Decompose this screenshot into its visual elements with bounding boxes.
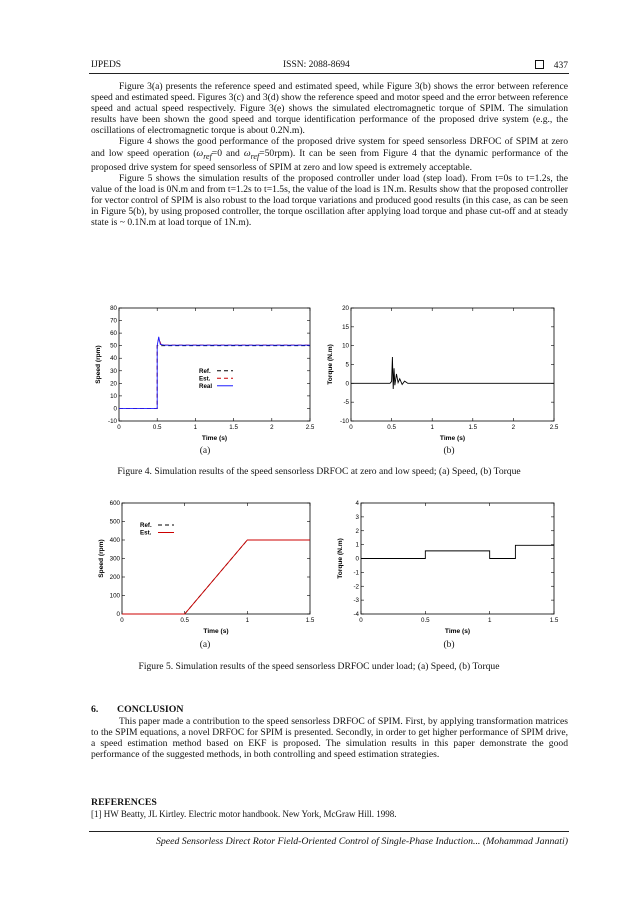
plot-frame	[122, 503, 310, 614]
figure-5-caption: Figure 5. Simulation results of the speed sensorless DRFOC under load; (a) Speed, (b) Torque	[138, 661, 500, 672]
figure-4a-speed-chart	[82, 304, 315, 442]
y-tick-label: 20	[110, 380, 117, 388]
legend-label: Est.	[199, 375, 211, 383]
figure-4b-torque-chart	[326, 304, 559, 442]
body-text	[91, 81, 568, 228]
y-axis-label: Torque (N.m)	[327, 344, 334, 385]
y-axis-label: Torque (N.m)	[337, 538, 344, 579]
conclusion-text: This paper made a contribution to the speed sensorless DRFOC of SPIM. First, by applying transformation matrices to the SPIM equations, a novel DRFOC for SPIM is presented. Secondly, in order to get higher performance of SPIM drive, a speed estimation method based on EKF is proposed. The simulation results in this paper demonstrate the good performance of the suggested methods, in both controlling and speed estimation strategies.	[91, 716, 568, 761]
x-tick-label: 2	[511, 424, 516, 431]
y-tick-label: 0	[116, 611, 120, 618]
issn: ISSN: 2088-8694	[283, 60, 350, 70]
paragraph-fig3: Figure 3(a) presents the reference speed and estimated speed, while Figure 3(b) shows the error between reference speed and estimated speed. Figures 3(c) and 3(d) show the reference speed and motor speed and the error between reference speed and actual speed respectively. Figure 3(e) shows the simulated electromagnetic torque of SPIM. The simulation results have been shown the good speed and torque identification performance of the proposed drive system (e.g., the oscillations of electromagnetic torque is about 0.2N.m).	[91, 81, 568, 137]
plot-frame	[119, 308, 310, 421]
reference-item: [1] HW Beatty, JL Kirtley. Electric motor handbook. New York, McGraw Hill. 1998.	[91, 809, 397, 819]
footer-rule	[89, 831, 569, 832]
y-tick-label: 10	[110, 392, 117, 400]
paragraph-fig5: Figure 5 shows the simulation results of the proposed controller under load (step load). From t=0s to t=1.2s, the value of the load is 0N.m and from t=1.2s to t=1.5s, the value of the load is 1N.m. Results show that the proposed controller for vector control of SPIM is also robust to the load torque variations and produced good results (in this case, as can be seen in Figure 5(b), by using proposed controller, the torque oscillation after applying load torque and phase cut-off and at steady state is ~ 0.1N.m at load torque of 1N.m).	[91, 172, 568, 229]
figure-5b-label: (b)	[443, 640, 455, 650]
references-heading: REFERENCES	[91, 797, 157, 808]
y-tick-label: 30	[110, 367, 117, 375]
y-tick-label: 80	[110, 305, 117, 312]
y-tick-label: 500	[109, 518, 120, 526]
y-tick-label: 10	[342, 342, 349, 350]
x-tick-label: 0	[359, 617, 363, 624]
x-axis-label: Time (s)	[201, 435, 228, 442]
legend-label: Ref.	[140, 522, 152, 529]
x-tick-label: 2.5	[305, 424, 315, 431]
y-axis-label: Speed (rpm)	[98, 539, 105, 578]
section-heading-conclusion: 6. CONCLUSION	[91, 704, 184, 715]
x-tick-label: 1.5	[468, 424, 478, 431]
x-tick-label: 1	[193, 424, 198, 431]
y-tick-label: 400	[109, 537, 120, 544]
y-tick-label: -4	[353, 611, 359, 618]
chart-svg	[332, 497, 559, 635]
y-tick-label: -10	[340, 418, 349, 425]
y-tick-label: 4	[355, 500, 359, 507]
x-tick-label: 1	[430, 424, 434, 431]
chart-svg	[88, 497, 315, 635]
y-tick-label: 1	[355, 541, 359, 549]
x-tick-label: 0.5	[152, 424, 162, 431]
x-axis-label: Time (s)	[444, 628, 471, 635]
y-tick-label: 15	[342, 323, 349, 331]
y-tick-label: 5	[345, 361, 349, 369]
y-tick-label: 600	[109, 500, 120, 507]
y-tick-label: 0	[113, 405, 117, 413]
legend-label: Real	[199, 382, 213, 390]
y-tick-label: -1	[353, 569, 359, 577]
x-tick-label: 1.5	[305, 617, 315, 624]
y-tick-label: -10	[108, 418, 117, 425]
square-bullet-icon	[535, 60, 544, 69]
y-tick-label: 200	[109, 574, 120, 581]
x-tick-label: 0	[120, 617, 124, 624]
chart-svg	[326, 304, 559, 442]
x-tick-label: 0	[117, 424, 121, 431]
y-tick-label: 60	[110, 330, 117, 338]
figure-4a-label: (a)	[199, 446, 211, 456]
y-tick-label: 100	[109, 592, 120, 600]
x-axis-label: Time (s)	[203, 628, 229, 635]
y-tick-label: 3	[355, 513, 359, 521]
header-rule	[89, 73, 569, 74]
figure-4-caption: Figure 4. Simulation results of the speed sensorless DRFOC at zero and low speed; (a) Speed, (b) Torque	[117, 466, 521, 477]
journal-name: IJPEDS	[91, 60, 122, 70]
x-tick-label: 0.5	[387, 424, 396, 431]
y-tick-label: 20	[342, 305, 349, 312]
legend-label: Ref.	[199, 367, 211, 375]
y-tick-label: 0	[355, 555, 359, 563]
paragraph-fig4: Figure 4 shows the good performance of the proposed drive system for speed sensorless DRFOC of SPIM at zero and low speed operation ($\omega_{ref}=0$ and $\omega_{ref}=50rpm$). It can be seen from Figure 4 that the dynamic performance of the proposed drive system for speed sensorless of SPIM at zero and low speed is extremely acceptable.	[91, 136, 569, 173]
y-tick-label: 300	[109, 555, 120, 563]
page-number-area	[517, 60, 568, 71]
y-axis-label: Speed (rpm)	[95, 345, 102, 384]
y-tick-label: 70	[110, 317, 117, 325]
y-tick-label: 40	[110, 355, 117, 363]
chart-svg	[82, 304, 315, 442]
x-tick-label: 1	[245, 617, 250, 624]
figure-4b-label: (b)	[443, 446, 455, 456]
x-axis-label: Time (s)	[439, 435, 466, 442]
x-tick-label: 0.5	[180, 617, 189, 624]
x-tick-label: 1.5	[229, 424, 238, 431]
y-tick-label: -3	[353, 597, 359, 605]
x-tick-label: 1	[487, 617, 492, 624]
x-tick-label: 2	[270, 424, 274, 431]
x-tick-label: 0.5	[421, 617, 430, 624]
figure-5a-speed-chart	[88, 497, 315, 635]
x-tick-label: 0	[349, 424, 353, 431]
x-tick-label: 1.5	[549, 617, 559, 624]
figure-5a-label: (a)	[199, 640, 211, 650]
legend-label: Est.	[140, 529, 152, 537]
y-tick-label: 50	[110, 342, 117, 350]
page-number: 437	[553, 61, 568, 71]
y-tick-label: -5	[343, 399, 349, 407]
running-footer: Speed Sensorless Direct Rotor Field-Oriented Control of Single-Phase Induction... (Mohammad Jannati)	[155, 836, 568, 847]
x-tick-label: 2.5	[549, 424, 559, 431]
y-tick-label: 0	[345, 380, 349, 388]
figure-5b-torque-chart	[332, 497, 559, 635]
y-tick-label: -2	[353, 583, 359, 591]
plot-frame	[351, 308, 554, 421]
y-tick-label: 2	[355, 527, 359, 535]
